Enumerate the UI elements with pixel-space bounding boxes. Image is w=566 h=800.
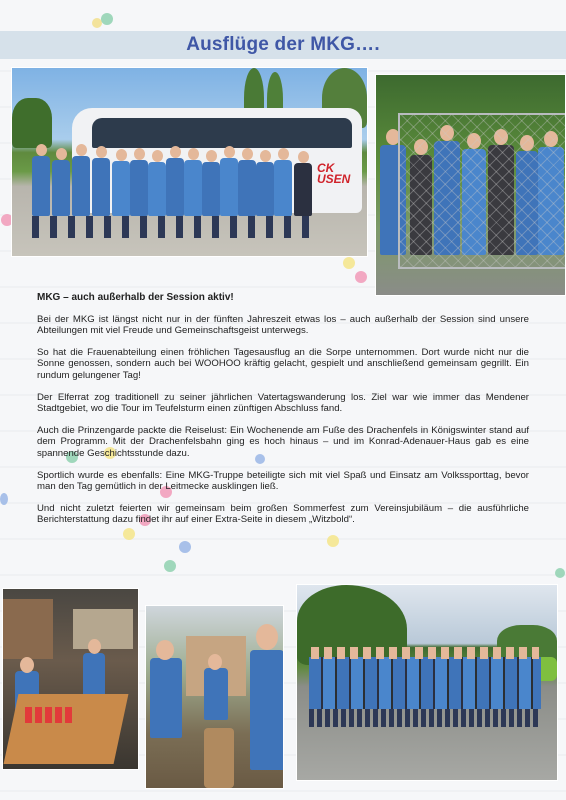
page-title: Ausflüge der MKG…. (186, 34, 380, 55)
paragraph: So hat die Frauenabteilung einen fröhlichen Tagesausflug an die Sorpe unternommen. Dort wurde nicht nur die Sonne genossen, sondern auch bei WOOHOO kräftig gelacht, gespielt und anschließend gemeinsam gegrillt. Ein rundum gelungener Tag! (37, 346, 529, 381)
confetti-dot (555, 568, 565, 578)
paragraph: Auch die Prinzengarde packte die Reiselust: Ein Wochenende am Fuße des Drachenfels in Königswinter stand auf dem Programm. Mit der Drachenfelsbahn ging es hoch hinaus – und im Konrad-Adenauer-Haus gab es eine spannende Geschichtsstunde dazu. (37, 424, 529, 459)
paragraph: Und nicht zuletzt feierten wir gemeinsam beim großen Sommerfest zum Vereinsjubiläum – die ausführliche Berichterstattung dazu findet ihr auf einer Extra-Seite in diesem „Witzbold“. (37, 502, 529, 526)
confetti-dot (355, 271, 367, 283)
photo-woodchopping (146, 606, 283, 788)
bus-logo: CK USEN (317, 161, 351, 186)
confetti-dot (164, 560, 176, 572)
photo-indoor-game (3, 589, 138, 769)
confetti-dot (343, 257, 355, 269)
paragraph: Sportlich wurde es ebenfalls: Eine MKG-Truppe beteiligte sich mit viel Spaß und Einsatz am Volkssporttag, bevor man den Tag gemütlich in der Leitmecke ausklingen ließ. (37, 469, 529, 493)
photo-outdoor-group (297, 585, 557, 780)
confetti-dot (101, 13, 113, 25)
paragraph: Bei der MKG ist längst nicht nur in der fünften Jahreszeit etwas los – auch außerhalb der Session sind unsere Abteilungen mit viel Freude und Gemeinschaftsgeist unterwegs. (37, 313, 529, 337)
confetti-dot (0, 493, 8, 505)
confetti-dot (327, 535, 339, 547)
photo-fence-group (376, 75, 565, 295)
paragraph: Der Elferrat zog traditionell zu seiner jährlichen Vatertagswanderung los. Ziel war wie immer das Mendener Stadtgebiet, wo die Tour im Teufelsturm einen zünftigen Abschluss fand. (37, 391, 529, 415)
photo-bus-group (12, 68, 367, 256)
article-text (37, 292, 529, 536)
article-heading: MKG – auch außerhalb der Session aktiv! (37, 292, 234, 303)
confetti-dot (179, 541, 191, 553)
